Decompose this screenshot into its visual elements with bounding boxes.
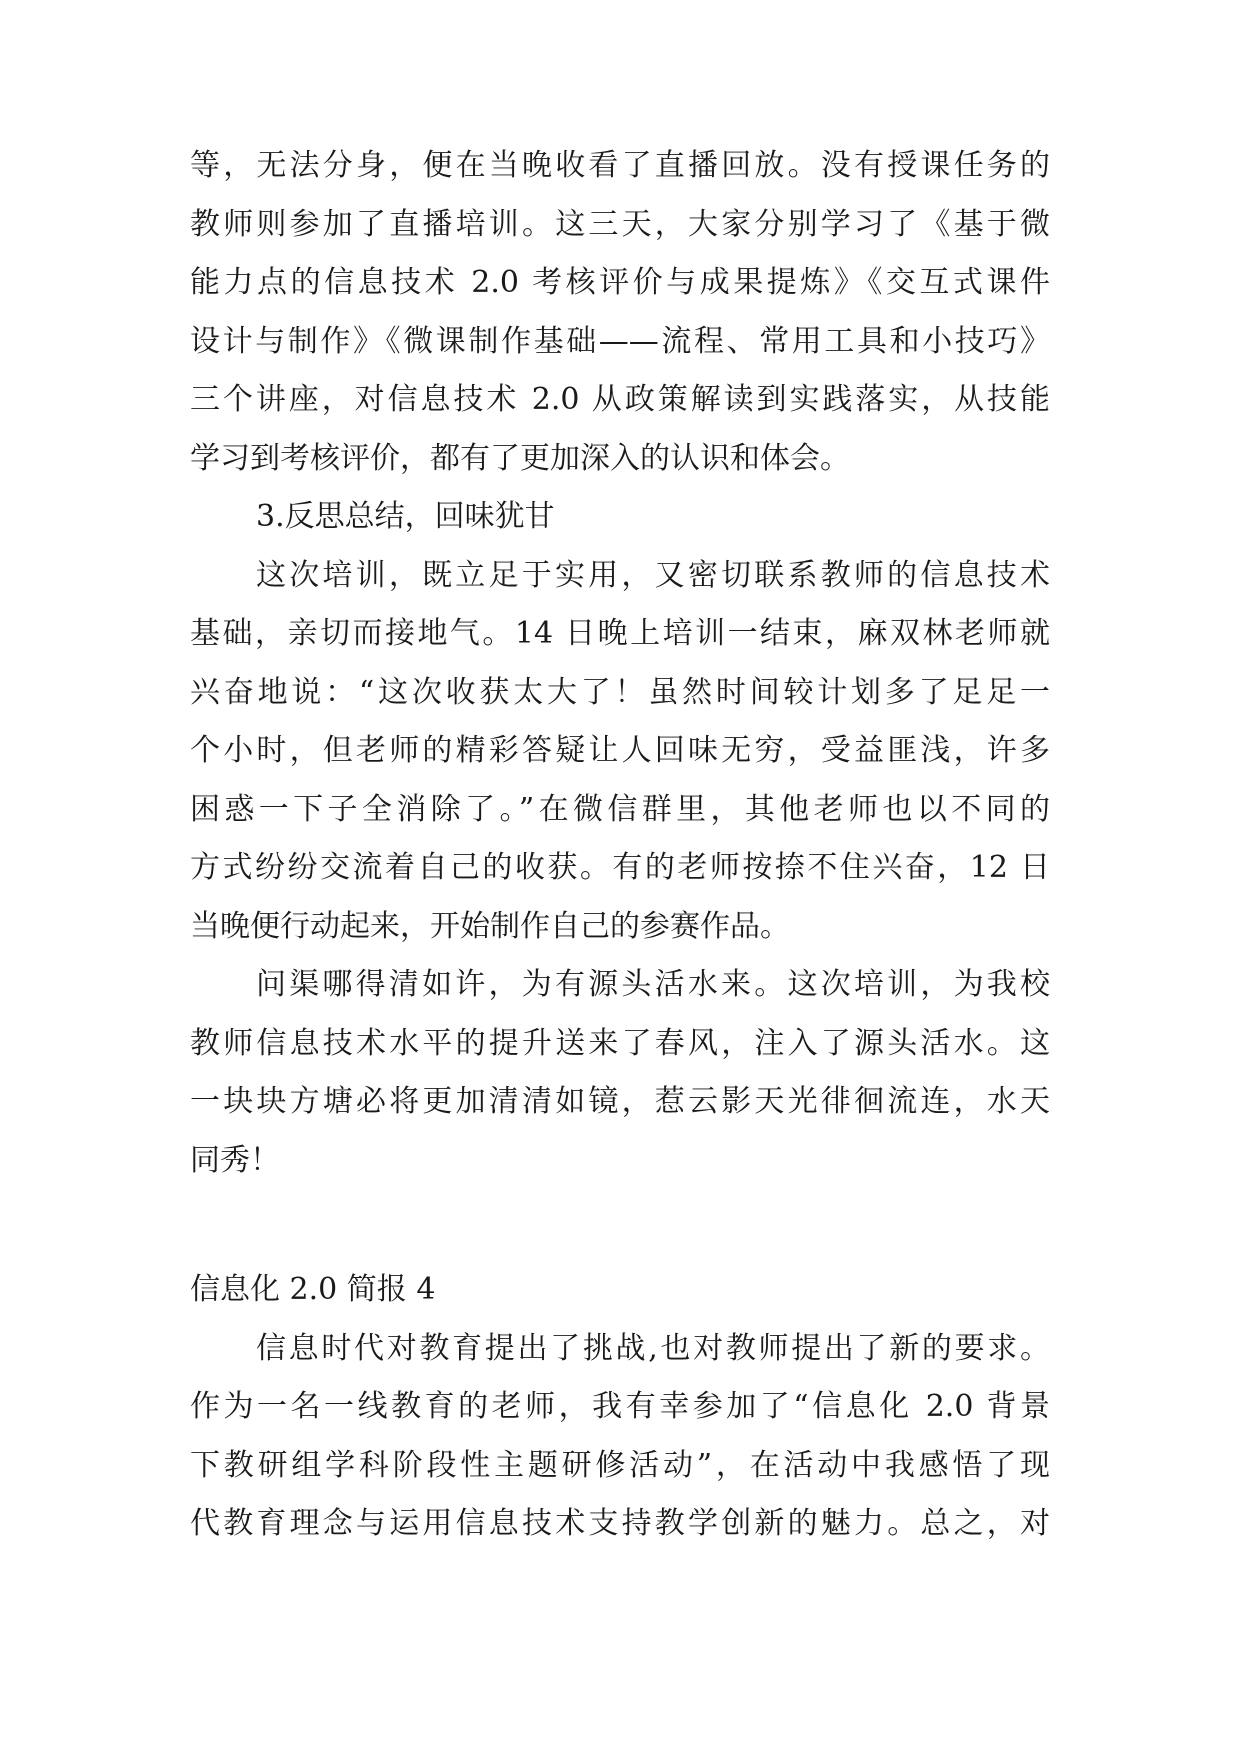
paragraph-line: 教师则参加了直播培训。这三天，大家分别学习了《基于微 bbox=[190, 206, 1050, 242]
paragraph-line: 基础，亲切而接地气。14 日晚上培训一结束，麻双林老师就 bbox=[190, 616, 1050, 651]
paragraph-line: 问渠哪得清如许，为有源头活水来。这次培训，为我校 bbox=[256, 967, 1050, 1002]
paragraph-conclusion bbox=[190, 956, 1050, 1190]
paragraph-line: 兴奋地说：“这次收获太大了！虽然时间较计划多了足足一 bbox=[190, 674, 1050, 710]
paragraph-line: 能力点的信息技术 2.0 考核评价与成果提炼》《交互式课件 bbox=[190, 265, 1050, 300]
paragraph-reflection bbox=[190, 547, 1050, 957]
paragraph-line: 个小时，但老师的精彩答疑让人回味无穷，受益匪浅，许多 bbox=[190, 733, 1050, 768]
paragraph-line: 设计与制作》《微课制作基础——流程、常用工具和小技巧》 bbox=[190, 323, 1050, 359]
report-title bbox=[190, 1261, 1050, 1320]
paragraph-line: 方式纷纷交流着自己的收获。有的老师按捺不住兴奋，12 日 bbox=[190, 850, 1050, 885]
paragraph-continued bbox=[190, 137, 1050, 547]
paragraph-report4 bbox=[190, 1320, 1050, 1554]
paragraph-line: 教师信息技术水平的提升送来了春风，注入了源头活水。这 bbox=[190, 1025, 1050, 1061]
paragraph-line: 等，无法分身，便在当晚收看了直播回放。没有授课任务的 bbox=[190, 148, 1050, 183]
paragraph-line: 一块块方塘必将更加清清如镜，惹云影天光徘徊流连，水天 bbox=[190, 1084, 1050, 1119]
paragraph-line: 这次培训，既立足于实用，又密切联系教师的信息技术 bbox=[256, 557, 1050, 593]
report-title-text: 信息化 2.0 简报 4 bbox=[190, 1272, 436, 1307]
paragraph-line: 当晚便行动起来，开始制作自己的参赛作品。 bbox=[190, 908, 790, 944]
paragraph-line: 代教育理念与运用信息技术支持教学创新的魅力。总之，对 bbox=[190, 1506, 1050, 1541]
paragraph-line: 信息时代对教育提出了挑战,也对教师提出了新的要求。 bbox=[256, 1330, 1050, 1366]
paragraph-line: 三个讲座，对信息技术 2.0 从政策解读到实践落实，从技能 bbox=[190, 382, 1050, 417]
paragraph-line: 作为一名一线教育的老师，我有幸参加了“信息化 2.0 背景 bbox=[190, 1389, 1050, 1424]
paragraph-line: 学习到考核评价，都有了更加深入的认识和体会。 bbox=[190, 440, 850, 476]
section-heading: 3.反思总结，回味犹甘 bbox=[256, 499, 555, 534]
paragraph-line: 困惑一下子全消除了。”在微信群里，其他老师也以不同的 bbox=[190, 791, 1050, 827]
paragraph-line: 下教研组学科阶段性主题研修活动”，在活动中我感悟了现 bbox=[190, 1447, 1050, 1483]
paragraph-line: 同秀！ bbox=[190, 1142, 280, 1178]
